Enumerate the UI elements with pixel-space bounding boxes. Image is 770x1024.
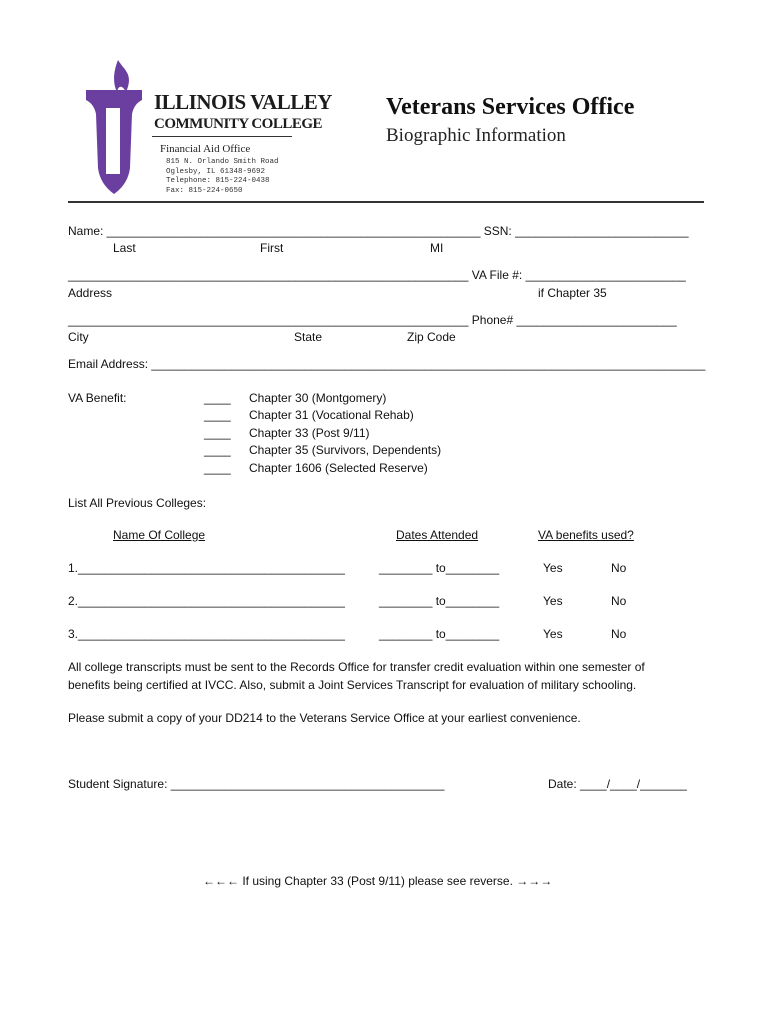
email-line[interactable]: Email Address: ___________________________________________________________________________________ xyxy=(68,357,706,371)
benefits-no-option[interactable]: No xyxy=(611,594,627,608)
va-benefit-option: Chapter 31 (Vocational Rehab) xyxy=(249,408,414,422)
dates-attended-field[interactable]: ________ to________ xyxy=(379,561,500,575)
transcripts-note-line1: All college transcripts must be sent to the Records Office for transfer credit evaluation within one semester of xyxy=(68,660,645,674)
benefits-yes-option[interactable]: Yes xyxy=(543,561,563,575)
address-label: Address xyxy=(68,286,113,300)
va-benefit-blank[interactable]: ____ xyxy=(204,461,231,475)
city-sub-zip: Zip Code xyxy=(407,330,456,344)
flame-mark-icon xyxy=(84,56,144,198)
chapter35-note: if Chapter 35 xyxy=(538,286,607,300)
office-address: 815 N. Orlando Smith Road Oglesby, IL 61348-9692 Telephone: 815-224-0438 Fax: 815-224-0650 xyxy=(166,158,279,195)
dates-attended-field[interactable]: ________ to________ xyxy=(379,627,500,641)
va-benefit-option: Chapter 35 (Survivors, Dependents) xyxy=(249,443,442,457)
signature-date-field[interactable]: Date: ____/____/_______ xyxy=(548,777,687,791)
header-divider xyxy=(68,201,704,203)
va-benefit-option: Chapter 33 (Post 9/11) xyxy=(249,426,370,440)
va-benefit-option: Chapter 30 (Montgomery) xyxy=(249,391,387,405)
city-sub-city: City xyxy=(68,330,89,344)
dd214-note: Please submit a copy of your DD214 to the Veterans Service Office at your earliest convenience. xyxy=(68,711,581,725)
va-benefit-blank[interactable]: ____ xyxy=(204,391,231,405)
page-subtitle: Biographic Information xyxy=(386,125,566,146)
college-name-line2: COMMUNITY COLLEGE xyxy=(154,116,323,132)
name-ssn-line[interactable]: Name: ________________________________________________________ SSN: __________________________ xyxy=(68,224,689,238)
name-sub-last: Last xyxy=(113,241,136,255)
student-signature-field[interactable]: Student Signature: _________________________________________ xyxy=(68,777,445,791)
benefits-no-option[interactable]: No xyxy=(611,627,627,641)
financial-aid-office: Financial Aid Office xyxy=(160,143,251,155)
transcripts-note-line2: benefits being certified at IVCC. Also, submit a Joint Services Transcript for evaluation of military schooling. xyxy=(68,678,637,692)
college-name-field[interactable]: 1.________________________________________ xyxy=(68,561,345,575)
va-benefit-blank[interactable]: ____ xyxy=(204,408,231,422)
name-sub-first: First xyxy=(260,241,284,255)
city-sub-state: State xyxy=(294,330,323,344)
college-logo xyxy=(80,56,332,201)
col-header-benefits: VA benefits used? xyxy=(538,528,634,542)
col-header-dates: Dates Attended xyxy=(396,528,479,542)
col-header-name: Name Of College xyxy=(113,528,206,542)
page-title: Veterans Services Office xyxy=(386,94,635,120)
reverse-side-note: ←←← If using Chapter 33 (Post 9/11) please see reverse. →→→ xyxy=(203,874,553,888)
college-name-field[interactable]: 2.________________________________________ xyxy=(68,594,345,608)
name-sub-mi: MI xyxy=(430,241,444,255)
city-phone-line[interactable]: ____________________________________________________________ Phone# ________________________ xyxy=(68,313,677,327)
dates-attended-field[interactable]: ________ to________ xyxy=(379,594,500,608)
previous-colleges-heading: List All Previous Colleges: xyxy=(68,496,207,510)
va-benefit-blank[interactable]: ____ xyxy=(204,426,231,440)
college-name-line1: ILLINOIS VALLEY xyxy=(154,90,332,114)
address-vafile-line[interactable]: ____________________________________________________________ VA File #: ________________________ xyxy=(68,268,686,282)
benefits-yes-option[interactable]: Yes xyxy=(543,594,563,608)
va-benefit-option: Chapter 1606 (Selected Reserve) xyxy=(249,461,428,475)
va-benefit-label: VA Benefit: xyxy=(68,391,127,405)
va-benefit-blank[interactable]: ____ xyxy=(204,443,231,457)
benefits-no-option[interactable]: No xyxy=(611,561,627,575)
benefits-yes-option[interactable]: Yes xyxy=(543,627,563,641)
college-name-field[interactable]: 3.________________________________________ xyxy=(68,627,345,641)
